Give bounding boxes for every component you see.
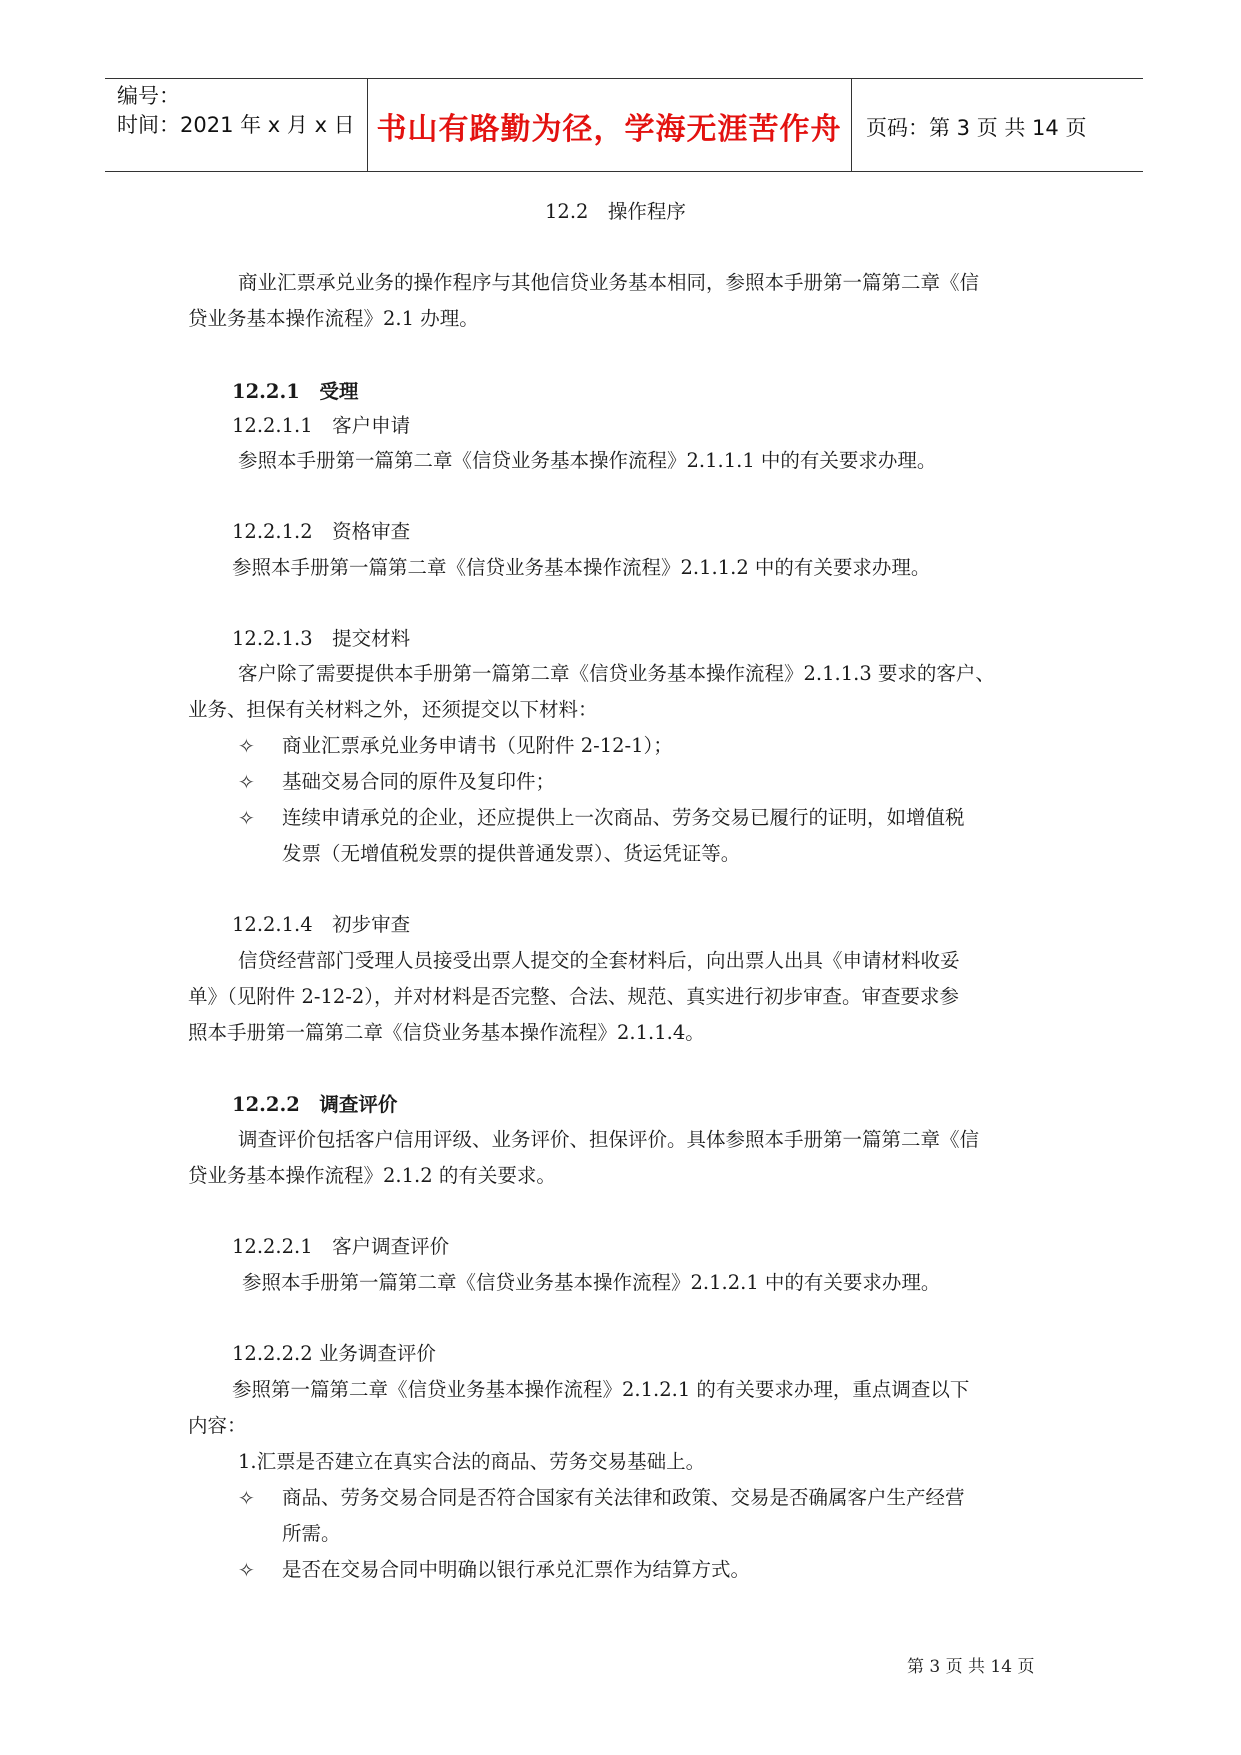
paragraph-12-2-2-2: 内容： <box>188 1414 247 1437</box>
document-number-label: 编号： <box>117 84 180 108</box>
heading-12-2-1: 12.2.1 受理 <box>232 380 359 403</box>
subheading-12-2-2-2: 12.2.2.2 业务调查评价 <box>232 1342 436 1365</box>
subheading-12-2-2-1: 12.2.2.1 客户调查评价 <box>232 1235 450 1258</box>
subheading-12-2-1-3: 12.2.1.3 提交材料 <box>232 627 411 650</box>
paragraph-12-2-1-2: 参照本手册第一篇第二章《信贷业务基本操作流程》2.1.1.2 中的有关要求办理。 <box>232 556 931 579</box>
paragraph-12-2-2: 贷业务基本操作流程》2.1.2 的有关要求。 <box>188 1164 556 1187</box>
paragraph-12-2-1-4: 信贷经营部门受理人员接受出票人提交的全套材料后，向出票人出具《申请材料收妥 <box>238 949 960 972</box>
paragraph-12-2-2-1: 参照本手册第一篇第二章《信贷业务基本操作流程》2.1.2.1 中的有关要求办理。 <box>242 1271 941 1294</box>
subheading-12-2-1-4: 12.2.1.4 初步审查 <box>232 913 411 936</box>
subheading-12-2-1-1: 12.2.1.1 客户申请 <box>232 414 411 437</box>
diamond-bullet-icon: ✧ <box>238 1558 255 1582</box>
list-item: 商业汇票承兑业务申请书（见附件 2-12-1）； <box>282 734 673 757</box>
paragraph-12-2-1-4: 单》（见附件 2-12-2），并对材料是否完整、合法、规范、真实进行初步审查。审查要求参 <box>188 985 960 1008</box>
header-motto: 书山有路勤为径，学海无涯苦作舟 <box>376 112 842 147</box>
list-item-continued: 所需。 <box>282 1522 341 1545</box>
paragraph-12-2-1-1: 参照本手册第一篇第二章《信贷业务基本操作流程》2.1.1.1 中的有关要求办理。 <box>238 449 937 472</box>
paragraph-12-2-1-3: 客户除了需要提供本手册第一篇第二章《信贷业务基本操作流程》2.1.1.3 要求的客户、 <box>238 662 995 685</box>
header-page-label: 页码：第 3 页 共 14 页 <box>866 116 1087 140</box>
list-item: 商品、劳务交易合同是否符合国家有关法律和政策、交易是否确属客户生产经营 <box>282 1486 965 1509</box>
paragraph-12-2-2-2: 参照第一篇第二章《信贷业务基本操作流程》2.1.2.1 的有关要求办理，重点调查以下 <box>232 1378 970 1401</box>
header-divider-left <box>367 78 368 172</box>
list-item: 是否在交易合同中明确以银行承兑汇票作为结算方式。 <box>282 1558 751 1581</box>
numbered-point: 1.汇票是否建立在真实合法的商品、劳务交易基础上。 <box>238 1450 706 1473</box>
intro-line: 商业汇票承兑业务的操作程序与其他信贷业务基本相同，参照本手册第一篇第二章《信 <box>238 271 980 294</box>
document-time-label: 时间：2021 年 x 月 x 日 <box>117 113 355 137</box>
list-item: 连续申请承兑的企业，还应提供上一次商品、劳务交易已履行的证明，如增值税 <box>282 806 965 829</box>
paragraph-12-2-1-4: 照本手册第一篇第二章《信贷业务基本操作流程》2.1.1.4。 <box>188 1021 705 1044</box>
diamond-bullet-icon: ✧ <box>238 770 255 794</box>
header-divider-right <box>851 78 852 172</box>
header-top-rule <box>105 78 1143 79</box>
subheading-12-2-1-2: 12.2.1.2 资格审查 <box>232 520 411 543</box>
diamond-bullet-icon: ✧ <box>238 1486 255 1510</box>
list-item-continued: 发票（无增值税发票的提供普通发票）、货运凭证等。 <box>282 842 741 865</box>
diamond-bullet-icon: ✧ <box>238 734 255 758</box>
section-title: 12.2 操作程序 <box>545 200 686 223</box>
footer-page-number: 第 3 页 共 14 页 <box>907 1657 1035 1677</box>
intro-line: 贷业务基本操作流程》2.1 办理。 <box>188 307 479 330</box>
list-item: 基础交易合同的原件及复印件； <box>282 770 556 793</box>
header-bottom-rule <box>105 171 1143 172</box>
heading-12-2-2: 12.2.2 调查评价 <box>232 1093 398 1116</box>
paragraph-12-2-2: 调查评价包括客户信用评级、业务评价、担保评价。具体参照本手册第一篇第二章《信 <box>238 1128 980 1151</box>
diamond-bullet-icon: ✧ <box>238 806 255 830</box>
paragraph-12-2-1-3: 业务、担保有关材料之外，还须提交以下材料： <box>188 698 598 721</box>
